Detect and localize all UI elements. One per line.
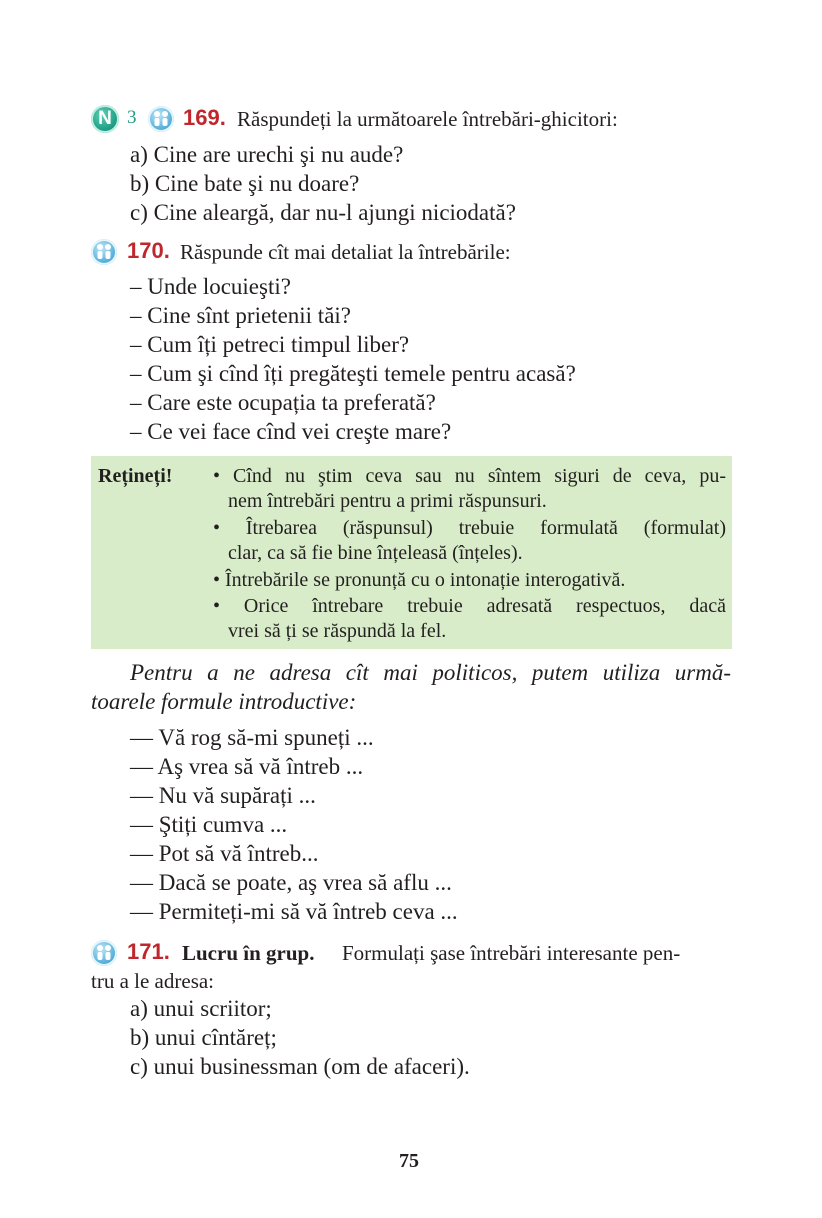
list-item: b) unui cîntăreț; xyxy=(130,1025,277,1050)
formula-item: — Vă rog să-mi spuneți ... xyxy=(130,725,374,750)
formule-intro: Pentru a ne adresa cît mai politicos, putem utiliza urmă- xyxy=(130,660,731,685)
box-title: Rețineți! xyxy=(98,465,173,487)
formula-item: — Ştiți cumva ... xyxy=(130,812,288,837)
list-item: – Ce vei face cînd vei creşte mare? xyxy=(130,419,452,444)
list-item: b) Cine bate şi nu doare? xyxy=(130,171,360,196)
list-item: – Unde locuieşti? xyxy=(130,274,291,299)
box-rule-line: vrei să ți se răspundă la fel. xyxy=(228,620,447,642)
exercise-prompt: Răspundeți la următoarele întrebări-ghicitori: xyxy=(237,107,618,131)
formule-intro: toarele formule introductive: xyxy=(91,689,357,714)
list-item: a) unui scriitor; xyxy=(130,996,272,1021)
exercise-prompt: Răspunde cît mai detaliat la întrebările: xyxy=(180,240,511,264)
list-item: – Care este ocupația ta preferată? xyxy=(130,390,436,415)
formula-item: — Pot să vă întreb... xyxy=(130,841,319,866)
exercise-number: 169. xyxy=(183,105,226,130)
list-item: c) unui businessman (om de afaceri). xyxy=(130,1054,470,1079)
pair-work-icon xyxy=(91,940,117,966)
formula-item: — Permiteți-mi să vă întreb ceva ... xyxy=(130,899,458,924)
exercise-prompt: tru a le adresa: xyxy=(91,969,215,993)
page-number: 75 xyxy=(399,1150,419,1172)
list-item: – Cum şi cînd îți pregăteşti temele pentru acasă? xyxy=(130,361,576,386)
list-item: a) Cine are urechi şi nu aude? xyxy=(130,142,404,167)
list-item: – Cine sînt prietenii tăi? xyxy=(130,303,352,328)
exercise-number: 170. xyxy=(127,238,170,263)
exercise-prompt: Formulați şase întrebări interesante pen- xyxy=(342,941,681,965)
pair-work-icon xyxy=(148,106,174,132)
box-rule-line: • Cînd nu ştim ceva sau nu sîntem siguri de ceva, pu- xyxy=(213,465,726,487)
box-rule-line: • Întrebările se pronunță cu o intonație interogativă. xyxy=(213,569,626,591)
formula-item: — Nu vă supărați ... xyxy=(130,783,316,808)
box-rule-line: clar, ca să fie bine înțeleasă (înțeles). xyxy=(228,542,523,564)
exercise-bold-label: Lucru în grup. xyxy=(182,941,315,965)
formula-item: — Aş vrea să vă întreb ... xyxy=(130,754,364,779)
box-rule-line: • Orice întrebare trebuie adresată respectuos, dacă xyxy=(213,595,726,617)
pair-work-icon xyxy=(91,239,117,265)
box-rule-line: • Îtrebarea (răspunsul) trebuie formulată (formulat) xyxy=(213,517,726,539)
box-rule-line: nem întrebări pentru a primi răspunsuri. xyxy=(228,490,547,512)
level-number: 3 xyxy=(127,107,137,128)
list-item: c) Cine aleargă, dar nu-l ajungi niciodată? xyxy=(130,200,516,225)
list-item: – Cum îți petreci timpul liber? xyxy=(130,332,410,357)
n-level-icon: N xyxy=(91,105,119,133)
exercise-number: 171. xyxy=(127,939,170,964)
formula-item: — Dacă se poate, aş vrea să aflu ... xyxy=(130,870,452,895)
